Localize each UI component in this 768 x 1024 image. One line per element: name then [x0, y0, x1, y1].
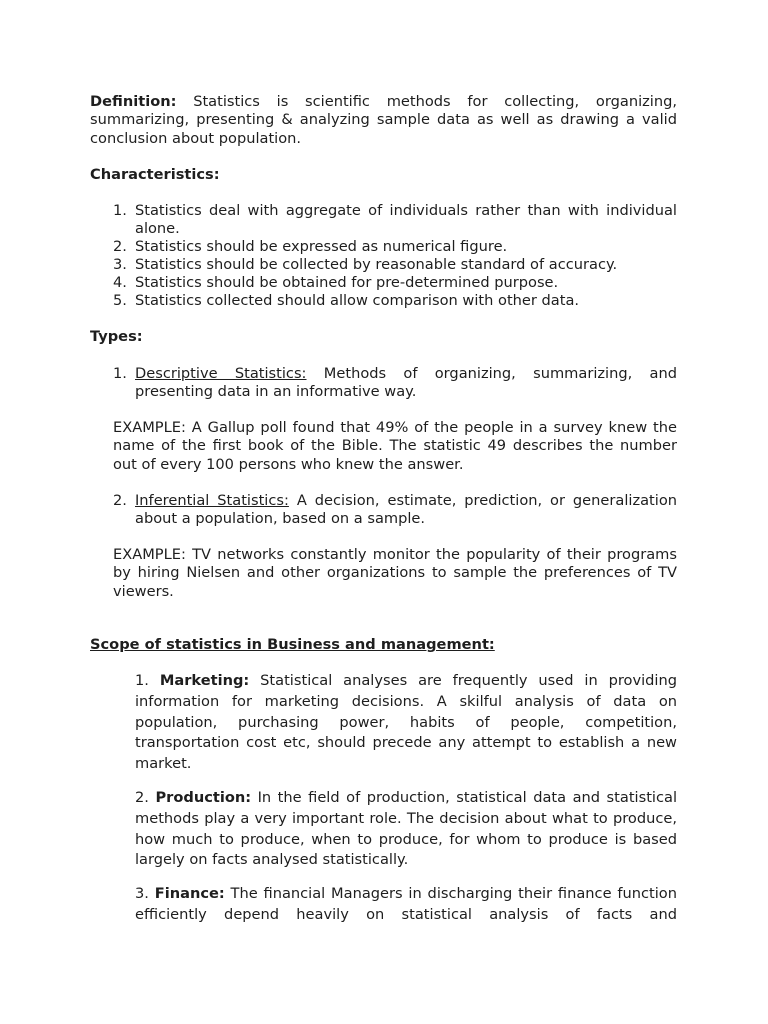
scope-text: Statistical analyses are frequently used in providing information for marketing decisions. A skilful analysis of data on population, purchasing power, habits of people, competition, transportation cost etc, should precede any attempt to establish a new market. — [135, 672, 677, 773]
definition-text: Statistics is scientific methods for collecting, organizing, summarizing, presenting & analyzing sample data as well as drawing a valid conclusion about population. — [90, 93, 677, 147]
type-item-descriptive — [113, 365, 677, 402]
list-number: 1. — [113, 202, 127, 219]
characteristics-heading: Characteristics: — [90, 166, 220, 183]
list-number: 5. — [113, 292, 127, 309]
scope-term: Marketing: — [159, 672, 250, 689]
type-item-inferential — [113, 492, 677, 529]
definition-paragraph — [90, 93, 677, 148]
type-item-text — [135, 365, 677, 402]
list-item — [113, 292, 677, 310]
list-item-text: Statistics should be obtained for pre-determined purpose. — [135, 274, 559, 291]
scope-item-marketing — [135, 671, 677, 775]
types-heading: Types: — [90, 328, 143, 345]
scope-number: 3. — [135, 885, 155, 902]
scope-text: In the field of production, statistical data and statistical methods play a very important role. The decision about what to produce, how much to produce, when to produce, for whom to produce is based largely on facts analysed statistically. — [135, 789, 677, 869]
list-item — [113, 238, 677, 256]
type-definition: A decision, estimate, prediction, or generalization about a population, based on a sample. — [135, 492, 677, 528]
list-item — [113, 274, 677, 292]
list-item-text: Statistics deal with aggregate of individuals rather than with individual alone. — [135, 202, 677, 238]
definition-label: Definition: — [90, 93, 177, 110]
type-definition: Methods of organizing, summarizing, and presenting data in an informative way. — [135, 365, 677, 401]
list-number: 1. — [113, 365, 127, 382]
example-paragraph: EXAMPLE: A Gallup poll found that 49% of the people in a survey knew the name of the first book of the Bible. The statistic 49 describes the number out of every 100 persons who knew the answer. — [113, 419, 677, 473]
list-item — [113, 256, 677, 274]
list-number: 2. — [113, 492, 127, 509]
list-number: 3. — [113, 256, 127, 273]
type-term: Inferential Statistics: — [135, 492, 289, 509]
list-number: 2. — [113, 238, 127, 255]
scope-term: Finance: — [154, 885, 225, 902]
example-paragraph: EXAMPLE: TV networks constantly monitor the popularity of their programs by hiring Nielsen and other organizations to sample the preferences of TV viewers. — [113, 546, 677, 600]
scope-text: The financial Managers in discharging their finance function efficiently depend heavily on statistical analysis of facts and — [135, 885, 677, 923]
list-item — [113, 202, 677, 239]
scope-number: 2. — [135, 789, 156, 806]
type-term: Descriptive Statistics: — [135, 365, 307, 382]
scope-heading: Scope of statistics in Business and management: — [90, 636, 495, 653]
scope-number: 1. — [135, 672, 160, 689]
list-item-text: Statistics collected should allow comparison with other data. — [135, 292, 580, 309]
scope-item-production — [135, 788, 677, 871]
scope-term: Production: — [155, 789, 252, 806]
list-number: 4. — [113, 274, 127, 291]
scope-item-finance — [135, 884, 677, 926]
list-item-text: Statistics should be expressed as numerical figure. — [135, 238, 508, 255]
type-item-text — [135, 492, 677, 529]
list-item-text: Statistics should be collected by reasonable standard of accuracy. — [135, 256, 618, 273]
